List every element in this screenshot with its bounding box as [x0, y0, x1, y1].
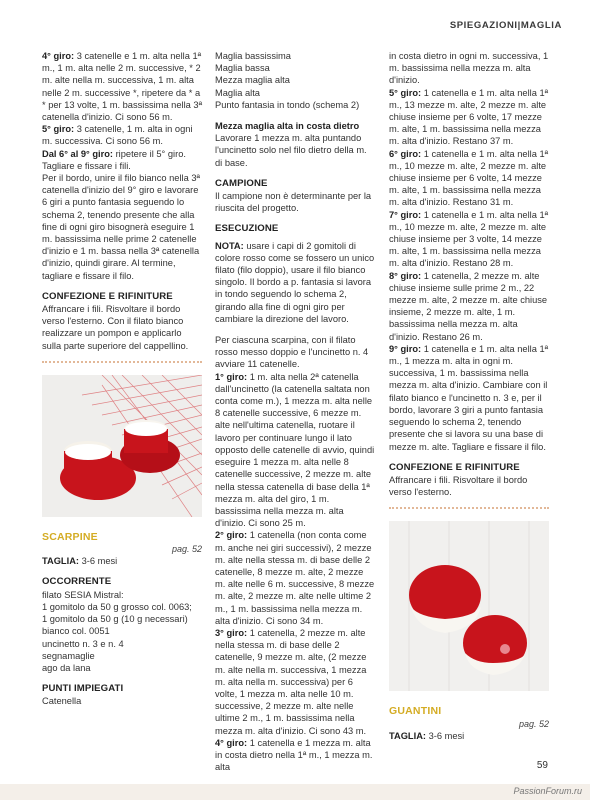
- stitch-item: Punto fantasia in tondo (schema 2): [215, 99, 360, 110]
- special-stitch-text: Lavorare 1 mezza m. alta puntando l'uncinetto solo nel filo dietro della m. di base.: [215, 133, 367, 168]
- materials-item: uncinetto n. 3 e n. 4: [42, 638, 124, 649]
- project-page-ref: pag. 52: [518, 718, 549, 729]
- round-text: 3 catenelle, 1 m. alta in ogni m. successiva. Ci sono 56 m.: [42, 124, 193, 147]
- heading-gauge: CAMPIONE: [215, 177, 268, 189]
- dotted-divider: [389, 507, 549, 509]
- watermark: PassionForum.ru: [513, 786, 582, 796]
- paragraph-round-4: [42, 50, 202, 123]
- header-category: MAGLIA: [520, 20, 562, 31]
- page-header: [450, 20, 562, 31]
- size-value: 3-6 mesi: [426, 730, 465, 741]
- materials-item: 1 gomitolo da 50 g grosso col. 0063;: [42, 601, 192, 612]
- paragraph-round-6: [389, 148, 549, 209]
- header-section: SPIEGAZIONI: [449, 20, 518, 31]
- intro-paragraph: Per ciascuna scarpina, con il filato rosso messo doppio e l'uncinetto n. 4 avviare 11 catenelle.: [215, 335, 369, 370]
- materials-item: ago da lana: [42, 662, 91, 673]
- paragraph-round-5: [42, 123, 202, 147]
- round-label: 4° giro:: [215, 737, 248, 748]
- stitch-item: Maglia bassa: [215, 63, 270, 74]
- note-paragraph: [215, 240, 375, 325]
- materials-item: segnamaglie: [42, 650, 95, 661]
- special-stitch-label: Mezza maglia alta in costa dietro: [215, 121, 360, 132]
- page-number: 59: [536, 760, 548, 771]
- mittens-photo: [389, 521, 549, 691]
- mittens-image: [389, 521, 549, 691]
- heading-execution: ESECUZIONE: [215, 223, 279, 235]
- round-text: 1 m. alta nella 2ª catenella dall'uncinetto (la catenella saltata non conta come m.), 1 mezza m. alta nelle 8 catenelle successive, 6 mezze m. alte nell'ultima catenella, ruotare il lavoro per continuare lungo il lato opposto delle catenelle di avvio, quindi eseguire 1 mezza m. alta nelle 8 catenelle successive, 2 mezze m. alte nella stessa catenella di base della 1ª mezza m. alta del giro, 1 m. bassissima nella mezza m. alta d'inizio. Ci sono 25 m.: [215, 371, 375, 529]
- round-text: 1 catenella, 2 mezze m. alte nella stessa m. di base delle 2 catenelle, 9 mezze m. alte, (2 mezze m. alte nella m. successiva, 1 mezza m. alta nella m. successiva) per 6 volte, 1 mezza m. alta nelle 10 m. successive, 2 mezze m. alte nelle ultime 2 m., 1 m. bassissima nella mezza m. alta d'inizio. Ci sono 43 m.: [215, 627, 367, 736]
- project-title-mittens: GUANTINI: [389, 705, 442, 718]
- dotted-divider: [42, 361, 202, 363]
- bottom-bar: [0, 784, 590, 800]
- round-text: 1 catenella e 1 m. alta nella 1ª m., 10 mezze m. alte, 2 mezze m. alte chiuse insieme per 6 volte, 14 mezze m. alte, 1 m. bassissima nella mezza m. alta d'inizio. Restano 31 m.: [389, 148, 549, 208]
- round-text: 1 catenella (non conta come m. anche nei giri successivi), 2 mezze m. alte nella stessa m. di base delle 2 catenelle, 8 mezze m. alte, 2 mezze m. alte nelle 6 m. successive, 8 mezze m. alte, 2 mezze m. alte nelle ultime 2 m., 1 m. bassissima nella mezza m. alta d'inizio. Ci sono 34 m.: [215, 530, 375, 626]
- round-text: 1 catenella e 1 m. alta nella 1ª m., 13 mezze m. alte, 2 mezze m. alte chiuse insieme per 6 volte, 17 mezze m. alte, 1 m. bassissima nella mezza m. alta d'inizio. Restano 37 m.: [389, 87, 549, 147]
- special-stitch-title: [215, 120, 375, 132]
- round-label: 2° giro:: [215, 530, 248, 541]
- paragraph-round-8: [389, 270, 549, 343]
- paragraph-round-6-9: [42, 148, 202, 172]
- round-label: 1° giro:: [215, 371, 248, 382]
- paragraph-round-2: [215, 529, 375, 627]
- note-text: usare i capi di 2 gomitoli di colore rosso come se fossero un unico filato (filo doppio), usare il filo bianco singolo. Il bordo a p. fantasia si lavora in tondo seguendo lo schema 2, girando alla fine di ogni giro per cambiare la direzione del lavoro.: [215, 240, 375, 324]
- round-text: 1 catenella e 1 mezza m. alta in costa dietro nella 1ª m., 1 mezza m. alta: [215, 737, 373, 773]
- stitch-item: Mezza maglia alta: [215, 75, 290, 86]
- round-label: 6° giro:: [389, 148, 422, 159]
- heading-finishing: CONFEZIONE E RIFINITURE: [42, 290, 173, 302]
- paragraph-finishing: Affrancare i fili. Risvoltare il bordo verso l'esterno. Con il filato bianco realizzare un pompon e applicarlo sulla parte superiore del cappellino.: [42, 304, 189, 351]
- heading-materials: OCCORRENTE: [42, 576, 112, 588]
- stitch-item: Catenella: [42, 696, 82, 707]
- round-text: 1 catenella e 1 m. alta nella 1ª m., 1 mezza m. alta in ogni m. successiva, 1 m. bassissima nella mezza m. alta d'inizio. Cambiare con il filato bianco e l'uncinetto n. 3 e, per il bordo, lavorare 3 giri a punto fantasia seguendo lo schema 2, tenendo presente che si lavora su una base di mezze m. alte. Tagliare e fissare il filo.: [389, 343, 549, 452]
- heading-stitches: PUNTI IMPIEGATI: [42, 683, 124, 695]
- paragraph-border: Per il bordo, unire il filo bianco nella 3ª catenella d'inizio del 9° giro e lavorare 6 giri a punto fantasia seguendo lo schema 2, tenendo presente che alla fine di ogni giro bisognerà eseguire 1 m. bassissima nelle prime 2 catenelle d'inizio e 1 m. bassa nella 3ª catenella d'inizio, quindi girare. Al termine, tagliare e fissare il filo.: [42, 173, 200, 281]
- size-line: [389, 730, 549, 742]
- materials-item: 1 gomitolo da 50 g (10 g necessari) bianco col. 0051: [42, 614, 188, 637]
- paragraph-round-9: [389, 343, 549, 453]
- paragraph-continued: in costa dietro in ogni m. successiva, 1 m. bassissima nella mezza m. alta d'inizio.: [389, 51, 549, 86]
- round-label: Dal 6° al 9° giro:: [42, 148, 113, 159]
- round-label: 9° giro:: [389, 343, 422, 354]
- round-text: 1 catenella, 2 mezze m. alte chiuse insieme sulle prime 2 m., 22 mezze m. alte, 2 mezze m. alte chiuse insieme, 2 mezze m. alte, 1 m. bassissima nella mezza m. alta d'inizio. Restano 26 m.: [389, 270, 548, 342]
- round-label: 8° giro:: [389, 270, 422, 281]
- paragraph-round-4: [215, 737, 375, 774]
- project-title-booties: SCARPINE: [42, 530, 98, 543]
- paragraph-round-5: [389, 87, 549, 148]
- booties-image: [42, 375, 202, 517]
- paragraph-round-1: [215, 371, 375, 530]
- column-3: [389, 50, 549, 742]
- project-page-ref: pag. 52: [171, 544, 202, 555]
- materials-item: filato SESIA Mistral:: [42, 589, 124, 600]
- stitch-item: Maglia alta: [215, 87, 260, 98]
- note-label: NOTA:: [215, 240, 244, 251]
- column-2: [215, 50, 375, 773]
- round-text: ripetere il 5° giro. Tagliare e fissare i fili.: [42, 148, 186, 171]
- round-text: 3 catenelle e 1 m. alta nella 1ª m., 1 m. alta nelle 2 m. successive, * 2 m. alte nella m. successiva, 1 m. alta nelle 2 m. successive *, ripetere da * a * per 13 volte, 1 m. bassissima nella 3ª catenella d'inizio. Ci sono 56 m.: [42, 51, 203, 123]
- round-label: 3° giro:: [215, 627, 248, 638]
- size-line: [42, 555, 202, 567]
- paragraph-round-3: [215, 627, 375, 737]
- column-1: [42, 50, 202, 708]
- paragraph-finishing: Affrancare i fili. Risvoltare il bordo verso l'esterno.: [389, 474, 528, 498]
- size-value: 3-6 mesi: [79, 556, 118, 567]
- round-label: 5° giro:: [389, 87, 422, 98]
- stitch-item: Maglia bassissima: [215, 51, 291, 61]
- size-label: TAGLIA:: [42, 556, 80, 567]
- header-separator: |: [517, 20, 521, 31]
- gauge-text: Il campione non è determinante per la riuscita del progetto.: [215, 191, 372, 214]
- round-label: 5° giro:: [42, 124, 75, 135]
- round-label: 4° giro:: [42, 51, 75, 61]
- round-text: 1 catenella e 1 m. alta nella 1ª m., 10 mezze m. alte, 2 mezze m. alte chiuse insieme per 3 volte, 14 mezze m. alte, 1 m. bassissima nella mezza m. alta d'inizio. Restano 28 m.: [389, 209, 549, 269]
- booties-photo: [42, 375, 202, 517]
- size-label: TAGLIA:: [389, 730, 427, 741]
- paragraph-round-7: [389, 209, 549, 270]
- round-label: 7° giro:: [389, 209, 422, 220]
- heading-finishing: CONFEZIONE E RIFINITURE: [389, 461, 520, 473]
